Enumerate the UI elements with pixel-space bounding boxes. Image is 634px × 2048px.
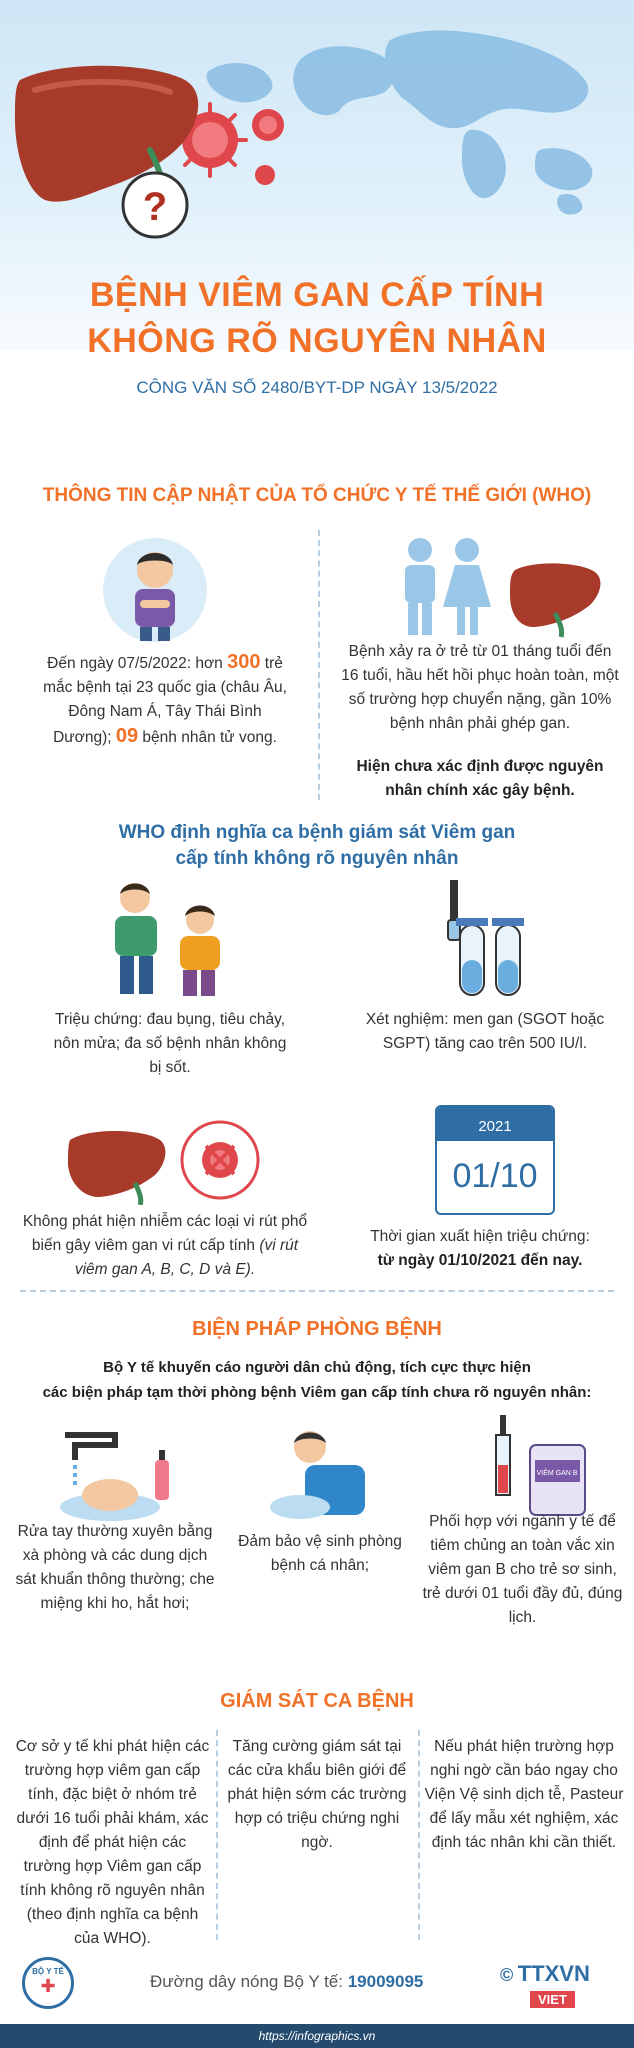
handwash-icon xyxy=(55,1425,175,1525)
divider xyxy=(418,1730,420,1940)
surveillance-section-title: GIÁM SÁT CA BỆNH xyxy=(220,1690,414,1712)
vaccine-icon xyxy=(490,1415,600,1525)
svg-text:?: ? xyxy=(142,185,168,229)
copyright-icon: © xyxy=(500,1965,514,1985)
definition-section-title: WHO định nghĩa ca bệnh giám sát Viêm gan cấp tính không rõ nguyên nhân xyxy=(118,822,516,869)
question-mark-icon xyxy=(123,173,187,237)
test-tube-icon xyxy=(440,880,540,1000)
moh-logo xyxy=(22,1957,74,2009)
surveillance-col-1: Cơ sở y tế khi phát hiện các trường hợp viêm gan cấp tính, đặc biệt ở nhóm trẻ dưới 16 tuổi phải khám, xác định để phát hiện các trường hợp Viêm gan cấp tính không rõ nguyên nhân (theo định nghĩa ca bệnh của WHO). xyxy=(15,1738,210,1947)
children-liver-icon xyxy=(395,535,605,645)
liver-virus-icon xyxy=(60,1115,270,1205)
who-right-text: Bệnh xảy ra ở trẻ từ 01 tháng tuổi đến 16 tuổi, hầu hết hồi phục hoàn toàn, một số trường hợp chuyển nặng, gần 10% bệnh nhân phải ghép gan. xyxy=(341,643,619,732)
sick-child-icon xyxy=(100,535,210,645)
face-wash-icon xyxy=(265,1425,375,1525)
viet-badge: VIET xyxy=(530,1991,575,2008)
medical-cross-icon: ✚ xyxy=(40,1976,56,1996)
moh-logo-text: BỘ Y TẾ xyxy=(32,1967,64,1976)
who-section-title: THÔNG TIN CẬP NHẬT CỦA TỔ CHỨC Y TẾ THẾ GIỚI (WHO) xyxy=(42,485,592,506)
divider xyxy=(216,1730,218,1940)
sick-children-icon xyxy=(95,880,245,1000)
who-left-text: Đến ngày 07/5/2022: hơn 300 trẻ mắc bệnh tại 23 quốc gia (châu Âu, Đông Nam Á, Tây Thái Bình Dương); 09 bệnh nhân tử vong. xyxy=(43,651,287,747)
calendar-date: 01/10 xyxy=(452,1157,538,1195)
death-count: 09 xyxy=(115,725,139,747)
divider xyxy=(20,1290,614,1292)
onset-text: Thời gian xuất hiện triệu chứng: từ ngày 01/10/2021 đến nay. xyxy=(370,1228,590,1269)
page-title xyxy=(0,272,634,364)
test-text: Xét nghiệm: men gan (SGOT hoặc SGPT) tăng cao trên 500 IU/l. xyxy=(365,1011,605,1052)
title-line-1: BỆNH VIÊM GAN CẤP TÍNH xyxy=(89,276,545,314)
ttxvn-logo-text: TTXVN xyxy=(517,1961,590,1986)
hotline: Đường dây nóng Bộ Y tế: 19009095 xyxy=(150,1972,424,1991)
hero-illustration xyxy=(0,0,634,270)
surveillance-col-3: Nếu phát hiện trường hợp nghi ngờ cần báo ngay cho Viện Vệ sinh dịch tễ, Pasteur để lấy mẫu xét nghiệm, xác định tác nhân khi cần thiết. xyxy=(424,1738,624,1851)
prevention-item-1: Rửa tay thường xuyên bằng xà phòng và các dung dịch sát khuẩn thông thường; che miệng khi ho, hắt hơi; xyxy=(15,1523,215,1612)
document-reference: CÔNG VĂN SỐ 2480/BYT-DP NGÀY 13/5/2022 xyxy=(136,378,498,397)
source-url[interactable]: https://infographics.vn xyxy=(258,2029,376,2043)
title-line-2: KHÔNG RÕ NGUYÊN NHÂN xyxy=(87,322,547,360)
symptoms-text: Triệu chứng: đau bụng, tiêu chảy, nôn mửa; đa số bệnh nhân không bị sốt. xyxy=(53,1011,287,1076)
prevention-item-3: Phối hợp với ngành y tế để tiêm chủng an toàn vắc xin viêm gan B cho trẻ sơ sinh, trẻ dưới 01 tuổi đầy đủ, đúng lịch. xyxy=(422,1513,623,1626)
surveillance-col-2: Tăng cường giám sát tại các cửa khẩu biên giới để phát hiện sớm các trường hợp có triệu chứng nghi ngờ. xyxy=(227,1738,407,1851)
who-right-bold: Hiện chưa xác định được nguyên nhân chính xác gây bệnh. xyxy=(356,758,604,799)
vial-label: VIÊM GAN B xyxy=(536,1470,578,1477)
ttxvn-logo xyxy=(500,1961,620,2011)
hotline-number[interactable]: 19009095 xyxy=(347,1972,424,1991)
prevention-intro: Bộ Y tế khuyến cáo người dân chủ động, tích cực thực hiện các biện pháp tạm thời phòng bệnh Viêm gan cấp tính chưa rõ nguyên nhân: xyxy=(42,1359,592,1401)
divider xyxy=(318,530,320,800)
virus-text: Không phát hiện nhiễm các loại vi rút phổ biến gây viêm gan vi rút cấp tính (vi rút viêm gan A, B, C, D và E). xyxy=(22,1213,308,1278)
calendar-icon xyxy=(435,1105,555,1215)
prevention-section-title: BIỆN PHÁP PHÒNG BỆNH xyxy=(192,1318,442,1340)
prevention-item-2: Đảm bảo vệ sinh phòng bệnh cá nhân; xyxy=(238,1533,402,1574)
source-url-bar xyxy=(0,2024,634,2048)
case-count: 300 xyxy=(227,651,261,673)
calendar-year: 2021 xyxy=(437,1107,553,1141)
